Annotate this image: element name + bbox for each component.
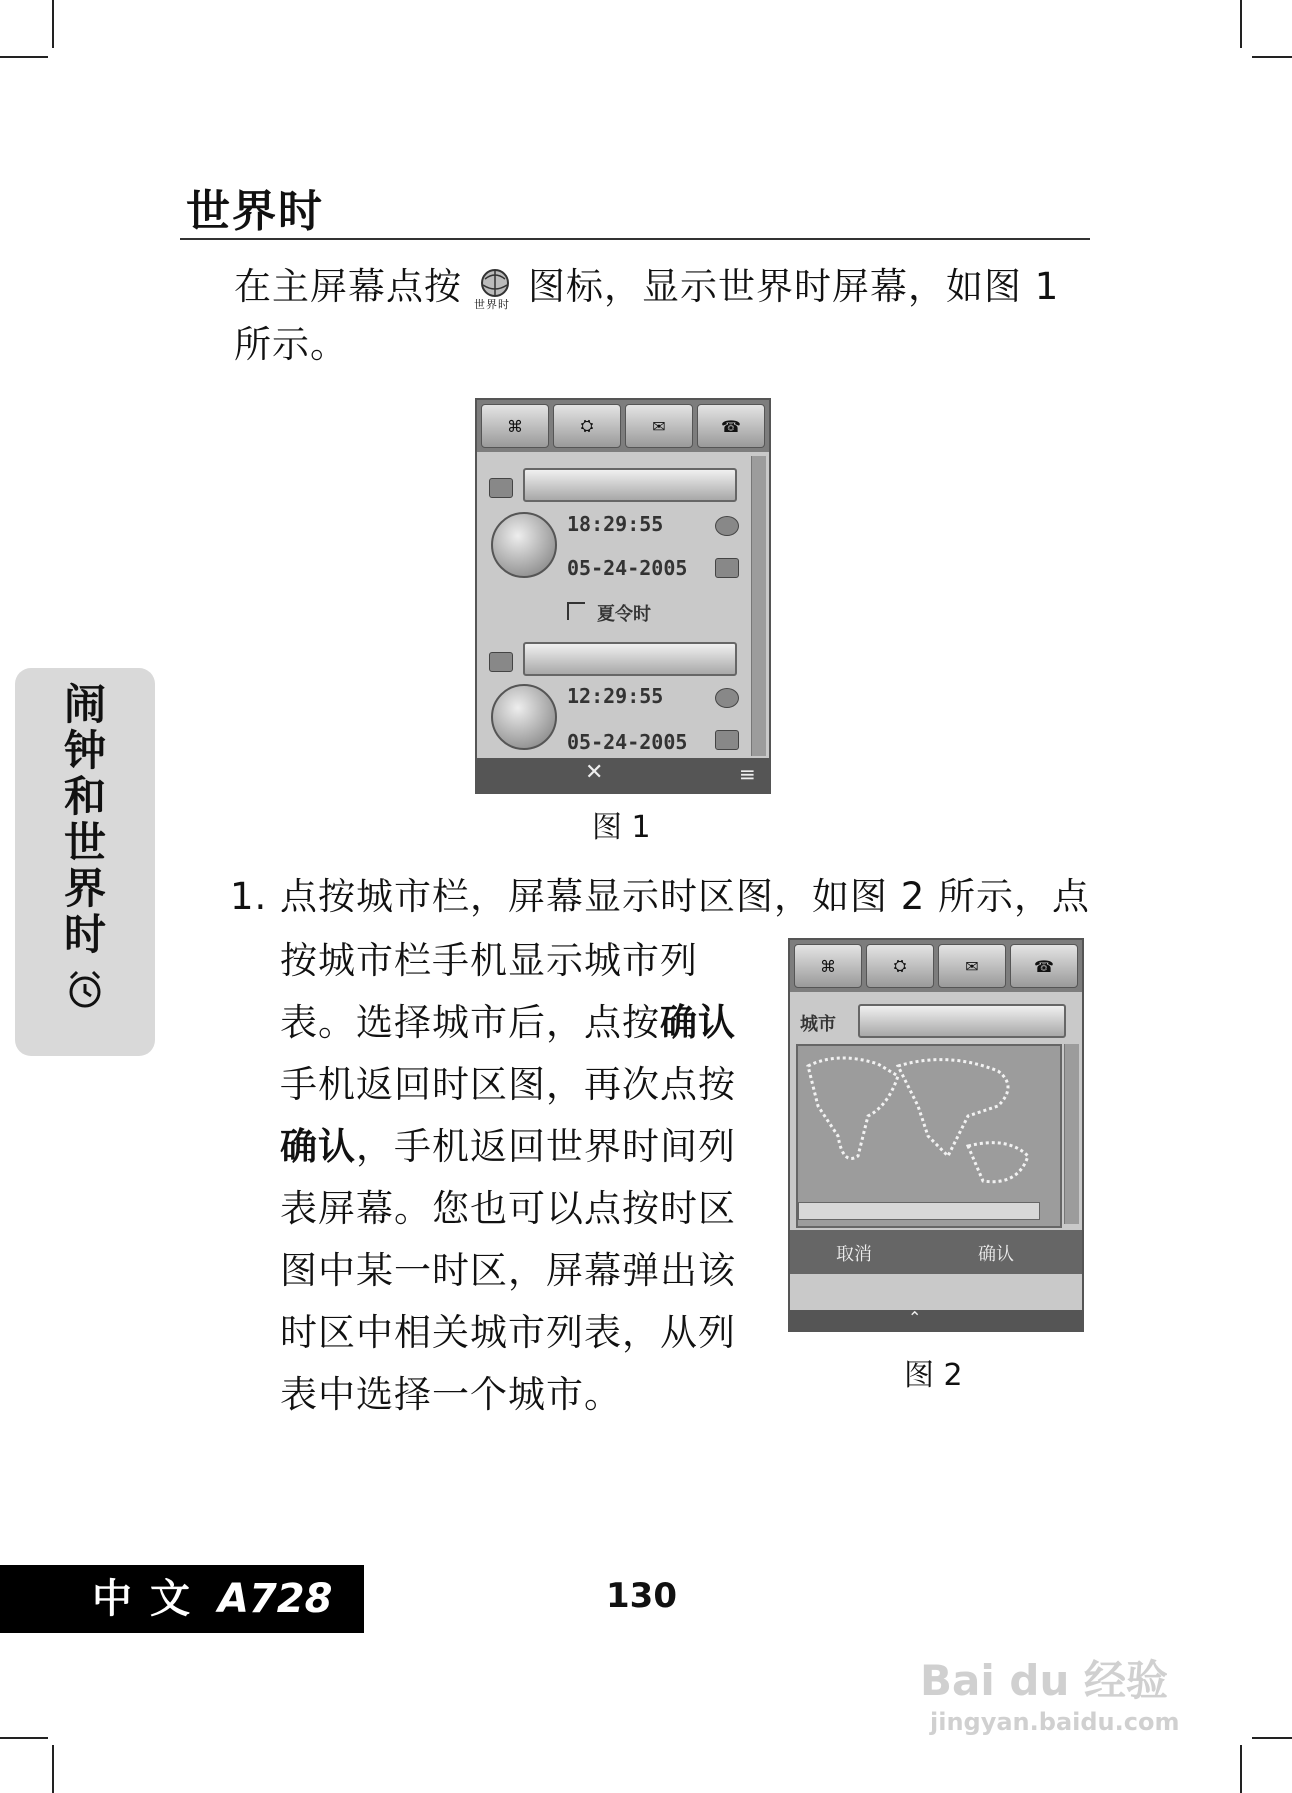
city2-date: 05-24-2005: [567, 730, 688, 754]
figure2-softkeys: [790, 1310, 1082, 1330]
tab-clock[interactable]: [794, 944, 862, 988]
figure2-caption: 图 2: [904, 1358, 963, 1393]
city-field[interactable]: [858, 1004, 1066, 1038]
crop-mark: [1252, 1737, 1292, 1739]
step1-line: [280, 1302, 760, 1364]
figure2-screen: [788, 938, 1084, 1332]
city2-flag-icon: [489, 652, 513, 672]
cancel-button[interactable]: 取消: [836, 1244, 872, 1265]
chevron-up-icon[interactable]: ⌃: [908, 1308, 922, 1327]
figure1-scrollbar[interactable]: [751, 456, 766, 756]
alarm-clock-icon: [63, 968, 107, 1012]
figure1-tabbar: [477, 400, 769, 452]
step1-line: [280, 1178, 760, 1240]
footer-model: A728: [218, 1576, 333, 1622]
map-horizontal-scrollbar[interactable]: [798, 1202, 1040, 1220]
crop-mark: [52, 0, 54, 48]
city1-flag-icon: [489, 478, 513, 498]
chapter-side-tab: [15, 668, 155, 1056]
step1-line: [280, 1240, 760, 1302]
step1-line: [280, 930, 760, 992]
world-time-icon-label: 世界时: [474, 297, 510, 311]
step1-text: 按城市栏手机显示城市列: [280, 939, 698, 982]
crop-mark: [1240, 0, 1242, 48]
intro-paragraph: [234, 258, 1094, 374]
clock-tab-icon: ⌘: [820, 956, 836, 976]
calendar-icon: [715, 730, 739, 750]
figure1-caption: 图 1: [592, 810, 651, 845]
page-number: 130: [606, 1576, 677, 1616]
step1-text: 时区中相关城市列表，从列: [280, 1311, 736, 1354]
world-tab-icon: ⛭: [580, 416, 594, 435]
envelope-icon: ✉: [965, 956, 979, 976]
step1-line: [280, 1054, 760, 1116]
city1-bar[interactable]: [523, 468, 737, 502]
city1-clock: [491, 512, 557, 578]
tab-message[interactable]: [625, 404, 693, 448]
emphasis-text: 确认: [660, 1001, 736, 1044]
step1-text: 图中某一时区，屏幕弹出该: [280, 1249, 736, 1292]
crop-mark: [1252, 56, 1292, 58]
step1-body: [280, 930, 760, 1426]
crop-mark: [52, 1745, 54, 1793]
dst-label: 夏令时: [597, 604, 651, 625]
calendar-icon: [715, 558, 739, 578]
timezone-map[interactable]: [796, 1044, 1062, 1228]
step1-first-line: 点按城市栏，屏幕显示时区图，如图 2 所示，点: [280, 875, 1091, 918]
menu-icon[interactable]: ≡: [739, 762, 756, 786]
world-time-icon: [470, 265, 520, 313]
figure2-dialog-buttons: [790, 1230, 1082, 1274]
section-title: 世界时: [186, 186, 324, 237]
watermark-url: jingyan.baidu.com: [930, 1708, 1180, 1736]
tab-world[interactable]: [553, 404, 621, 448]
figure2-tabbar: [790, 940, 1082, 992]
crop-mark: [0, 1737, 48, 1739]
figure1-screen: [475, 398, 771, 794]
tab-message[interactable]: [938, 944, 1006, 988]
tab-phone[interactable]: [1010, 944, 1078, 988]
confirm-button[interactable]: 确认: [978, 1244, 1014, 1265]
phone-icon: ☎: [721, 416, 741, 436]
step1-line: [280, 1364, 760, 1426]
world-tab-icon: ⛭: [893, 956, 907, 975]
emphasis-text: 确认: [280, 1125, 356, 1168]
footer-language: 中文: [92, 1576, 208, 1622]
intro-text-after: 图标，显示世界时屏幕，如图 1: [528, 265, 1060, 308]
clock-tab-icon: ⌘: [507, 416, 523, 436]
step1-text: 表。选择城市后，点按: [280, 1001, 660, 1044]
city1-time: 18:29:55: [567, 512, 664, 536]
step1-number: 1.: [230, 875, 268, 918]
city2-clock: [491, 684, 557, 750]
city2-time: 12:29:55: [567, 684, 664, 708]
watermark-brand: Bai du 经验: [920, 1656, 1168, 1705]
title-rule: [180, 238, 1090, 240]
alarm-icon: [715, 516, 739, 536]
close-icon[interactable]: ✕: [585, 760, 604, 785]
tab-clock[interactable]: [481, 404, 549, 448]
dst-checkbox[interactable]: [567, 602, 585, 620]
figure2-scrollbar[interactable]: [1064, 1044, 1079, 1224]
city1-date: 05-24-2005: [567, 556, 688, 580]
crop-mark: [1240, 1745, 1242, 1793]
chapter-side-tab-text: 闹钟和世界时: [63, 680, 106, 959]
alarm-icon: [715, 688, 739, 708]
step1-line: [280, 1116, 760, 1178]
step1-text: 表中选择一个城市。: [280, 1373, 622, 1416]
city-field-label: 城市: [800, 1014, 836, 1035]
intro-text-before: 在主屏幕点按: [234, 265, 462, 308]
footer-brand-bar: [0, 1565, 364, 1633]
world-map-graphic: [798, 1046, 1060, 1226]
step1-text: ，手机返回世界时间列: [356, 1125, 736, 1168]
figure1-softkeys: [477, 758, 769, 792]
step1-text: 表屏幕。您也可以点按时区: [280, 1187, 736, 1230]
step1-line: [280, 992, 760, 1054]
step1-text: 手机返回时区图，再次点按: [280, 1063, 736, 1106]
city2-bar[interactable]: [523, 642, 737, 676]
tab-phone[interactable]: [697, 404, 765, 448]
intro-text-line2: 所示。: [234, 323, 348, 366]
phone-icon: ☎: [1034, 956, 1054, 976]
crop-mark: [0, 56, 48, 58]
tab-world[interactable]: [866, 944, 934, 988]
envelope-icon: ✉: [652, 416, 666, 436]
